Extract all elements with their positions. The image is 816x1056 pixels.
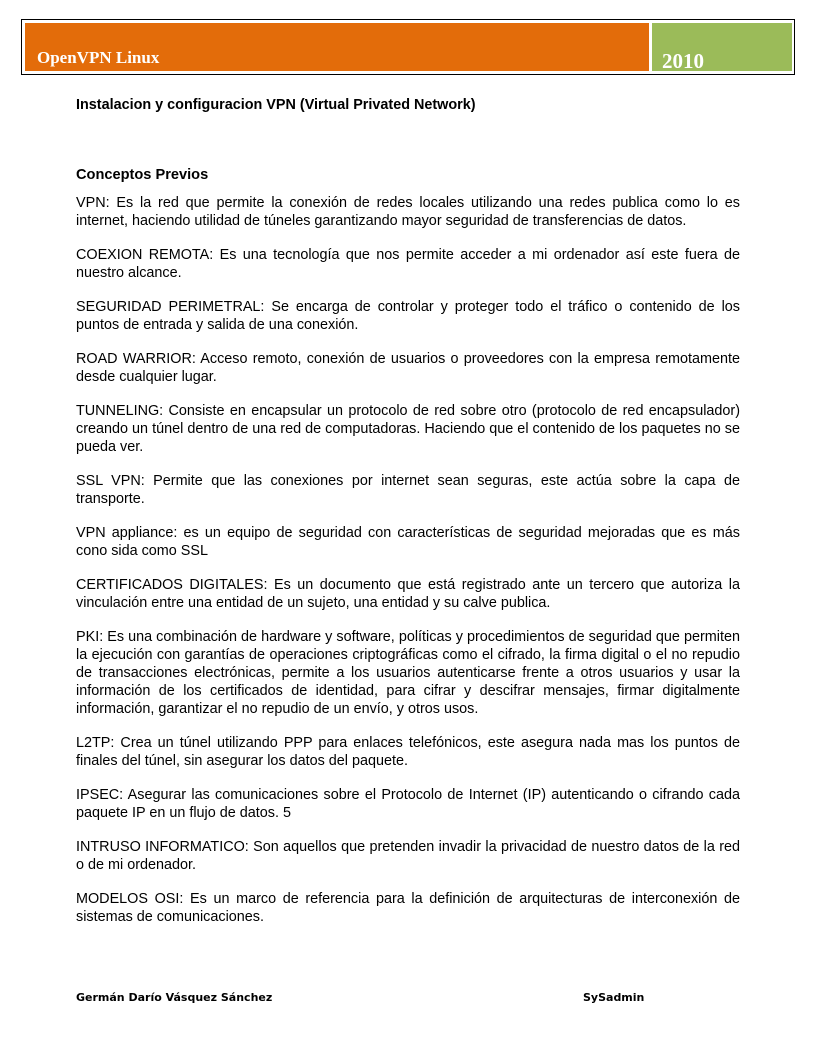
paragraph-vpn-appliance: VPN appliance: es un equipo de seguridad con características de seguridad mejoradas que es más cono sida como SSL (76, 525, 740, 559)
paragraph-certificados: CERTIFICADOS DIGITALES: Es un documento que está registrado ante un tercero que autoriza la vinculación entre una entidad de un sujeto, una entidad y su calve publica. (76, 577, 740, 611)
paragraph-l2tp: L2TP: Crea un túnel utilizando PPP para enlaces telefónicos, este asegura nada mas los puntos de finales del túnel, sin asegurar los datos del paquete. (76, 735, 740, 769)
paragraph-modelos-osi: MODELOS OSI: Es un marco de referencia para la definición de arquitecturas de interconexión de sistemas de comunicaciones. (76, 891, 740, 925)
header-title: OpenVPN Linux (37, 48, 160, 67)
paragraph-intruso: INTRUSO INFORMATICO: Son aquellos que pretenden invadir la privacidad de nuestro datos de la red o de mi ordenador. (76, 839, 740, 873)
paragraph-ipsec: IPSEC: Asegurar las comunicaciones sobre el Protocolo de Internet (IP) autenticando o cifrando cada paquete IP en un flujo de datos. 5 (76, 787, 740, 821)
document-title: Instalacion y configuracion VPN (Virtual Privated Network) (76, 97, 476, 113)
document-body (76, 96, 740, 942)
paragraph-seguridad-perimetral: SEGURIDAD PERIMETRAL: Se encarga de controlar y proteger todo el tráfico o contenido de los puntos de entrada y salida de una conexión. (76, 299, 740, 333)
paragraph-ssl-vpn: SSL VPN: Permite que las conexiones por internet sean seguras, este actúa sobre la capa de transporte. (76, 473, 740, 507)
page-header (21, 19, 795, 75)
header-title-block (25, 23, 649, 71)
footer-author: Germán Darío Vásquez Sánchez (76, 991, 273, 1004)
header-year: 2010 (662, 49, 704, 73)
paragraph-tunneling: TUNNELING: Consiste en encapsular un protocolo de red sobre otro (protocolo de red encapsulador) creando un túnel dentro de una red de computadoras. Haciendo que el contenido de los paquetes no se pueda ver. (76, 403, 740, 455)
paragraph-vpn: VPN: Es la red que permite la conexión de redes locales utilizando una redes publica como lo es internet, haciendo utilidad de túneles garantizando mayor seguridad de transferencias de datos. (76, 195, 740, 229)
paragraph-pki: PKI: Es una combinación de hardware y software, políticas y procedimientos de seguridad que permiten la ejecución con garantías de operaciones criptográficas como el cifrado, la firma digital o el no repudio de transacciones electrónicas, permite a los usuarios autenticarse frente a otros usuarios y usar la información de los certificados de identidad, para cifrar y descifrar mensajes, firmar digitalmente información, garantizar el no repudio de un envío, y otros usos. (76, 629, 740, 717)
paragraph-conexion-remota: COEXION REMOTA: Es una tecnología que nos permite acceder a mi ordenador así este fuera de nuestro alcance. (76, 247, 740, 281)
footer-role: SySadmin (583, 991, 645, 1004)
header-year-block (652, 23, 792, 71)
paragraph-road-warrior: ROAD WARRIOR: Acceso remoto, conexión de usuarios o proveedores con la empresa remotamente desde cualquier lugar. (76, 351, 740, 385)
section-heading: Conceptos Previos (76, 167, 209, 183)
